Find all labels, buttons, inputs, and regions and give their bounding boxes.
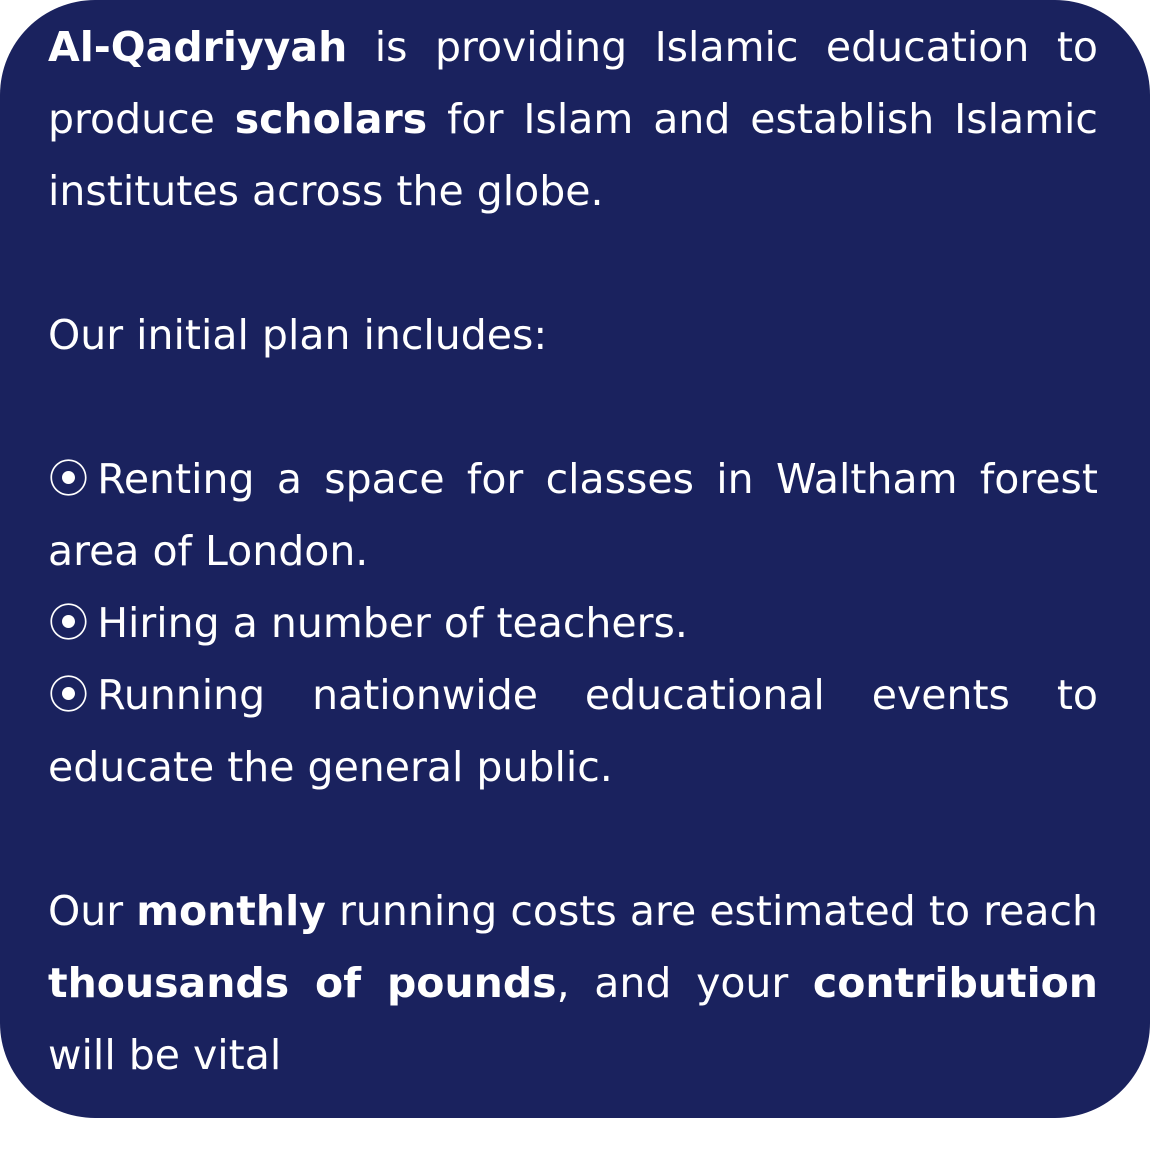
intro-text-1: is providing Islamic education to produce — [48, 23, 1098, 143]
costs-paragraph — [48, 875, 1098, 1091]
plan-item-text: Hiring a number of teachers. — [97, 599, 688, 647]
contribution-emphasis: contribution — [812, 959, 1098, 1007]
plan-item-3 — [48, 659, 1098, 803]
plan-item-2 — [48, 587, 1098, 659]
costs-text-4: will be vital — [48, 1031, 282, 1079]
plan-heading: Our initial plan includes: — [48, 311, 548, 359]
intro-paragraph — [48, 11, 1098, 227]
monthly-emphasis: monthly — [136, 887, 326, 935]
bullet-icon: ⦿ — [48, 599, 89, 647]
costs-text-2: running costs are estimated to reach — [325, 887, 1098, 935]
bullet-icon: ⦿ — [48, 671, 89, 719]
bullet-icon: ⦿ — [48, 455, 89, 503]
costs-text-3: , and your — [556, 959, 813, 1007]
intro-text-2: for Islam and establish Islamic institutes across the globe. — [48, 95, 1098, 215]
brand-name: Al-Qadriyyah — [48, 23, 348, 71]
plan-item-1 — [48, 443, 1098, 587]
costs-text-1: Our — [48, 887, 137, 935]
scholars-emphasis: scholars — [234, 95, 428, 143]
plan-item-text: Running nationwide educational events to educate the general public. — [48, 671, 1098, 791]
amount-emphasis: thousands of pounds — [48, 959, 557, 1007]
plan-item-text: Renting a space for classes in Waltham forest area of London. — [48, 455, 1098, 575]
